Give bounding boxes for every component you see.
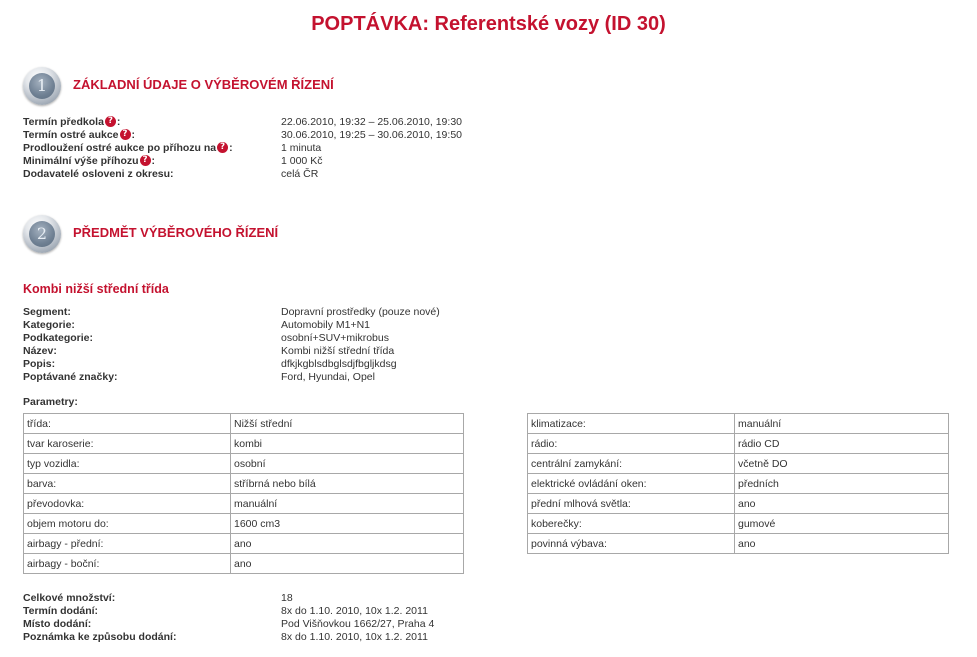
info-label: Název: [23, 345, 57, 357]
param-value: ano [735, 534, 949, 554]
info-value: 8x do 1.10. 2010, 10x 1.2. 2011 [281, 631, 428, 643]
param-name: typ vozidla: [24, 454, 231, 474]
info-value: 1 000 Kč [281, 155, 323, 167]
param-name: objem motoru do: [24, 514, 231, 534]
section-title: PŘEDMĚT VÝBĚROVÉHO ŘÍZENÍ [73, 225, 279, 240]
info-label: Celkové množství: [23, 592, 116, 604]
param-value: ano [231, 534, 464, 554]
param-name: airbagy - boční: [24, 554, 231, 574]
info-value: Ford, Hyundai, Opel [281, 371, 375, 383]
info-label: Dodavatelé osloveni z okresu: [23, 168, 174, 180]
param-value: předních [735, 474, 949, 494]
info-value: Dopravní prostředky (pouze nové) [281, 306, 440, 318]
info-label: Termín ostré aukce ? : [23, 129, 136, 141]
info-value: 22.06.2010, 19:32 – 25.06.2010, 19:30 [281, 116, 462, 128]
table-row [24, 414, 464, 434]
param-name: airbagy - přední: [24, 534, 231, 554]
table-row [24, 474, 464, 494]
help-icon[interactable]: ? [217, 142, 228, 153]
table-row [24, 494, 464, 514]
info-value: osobní+SUV+mikrobus [281, 332, 389, 344]
info-label: Segment: [23, 306, 71, 318]
table-row [528, 514, 949, 534]
table-row [24, 534, 464, 554]
param-value: rádio CD [735, 434, 949, 454]
info-value: celá ČR [281, 168, 319, 180]
help-icon[interactable]: ? [140, 155, 151, 166]
table-row [528, 474, 949, 494]
parameters-table-left [23, 413, 464, 574]
param-value: stříbrná nebo bílá [231, 474, 464, 494]
info-value: Pod Višňovkou 1662/27, Praha 4 [281, 618, 435, 630]
page-title: POPTÁVKA: Referentské vozy (ID 30) [311, 13, 666, 35]
param-value: ano [735, 494, 949, 514]
help-icon[interactable]: ? [120, 129, 131, 140]
info-label: Poptávané značky: [23, 371, 118, 383]
step-number-badge [23, 67, 61, 105]
param-name: třída: [24, 414, 231, 434]
item-title: Kombi nižší střední třída [23, 282, 169, 296]
param-name: koberečky: [528, 514, 735, 534]
param-name: barva: [24, 474, 231, 494]
info-label: Termín předkola ? : [23, 116, 121, 128]
info-value: 30.06.2010, 19:25 – 30.06.2010, 19:50 [281, 129, 462, 141]
info-value: dfkjkgblsdbglsdjfbgljkdsg [281, 358, 397, 370]
info-label: Podkategorie: [23, 332, 94, 344]
info-label: Minimální výše příhozu ? : [23, 155, 156, 167]
param-value: 1600 cm3 [231, 514, 464, 534]
info-value: Kombi nižší střední třída [281, 345, 395, 357]
help-icon[interactable]: ? [105, 116, 116, 127]
parameters-table-right [527, 413, 949, 554]
param-value: včetně DO [735, 454, 949, 474]
info-label: Místo dodání: [23, 618, 92, 630]
step-number-badge [23, 215, 61, 253]
table-row [528, 414, 949, 434]
param-name: přední mlhová světla: [528, 494, 735, 514]
param-value: manuální [735, 414, 949, 434]
info-value: Automobily M1+N1 [281, 319, 370, 331]
info-label: Prodloužení ostré aukce po příhozu na ? : [23, 142, 233, 154]
info-value: 8x do 1.10. 2010, 10x 1.2. 2011 [281, 605, 428, 617]
param-name: klimatizace: [528, 414, 735, 434]
info-label: Termín dodání: [23, 605, 99, 617]
param-value: gumové [735, 514, 949, 534]
param-name: centrální zamykání: [528, 454, 735, 474]
table-row [24, 434, 464, 454]
parameters-label: Parametry: [23, 396, 78, 408]
info-value: 18 [281, 592, 293, 604]
param-value: kombi [231, 434, 464, 454]
param-name: tvar karoserie: [24, 434, 231, 454]
info-label: Popis: [23, 358, 56, 370]
info-label: Kategorie: [23, 319, 75, 331]
step-number: 1 [29, 73, 55, 99]
param-value: osobní [231, 454, 464, 474]
table-row [528, 534, 949, 554]
section-title: ZÁKLADNÍ ÚDAJE O VÝBĚROVÉM ŘÍZENÍ [73, 77, 334, 92]
table-row [24, 554, 464, 574]
param-value: manuální [231, 494, 464, 514]
table-row [528, 454, 949, 474]
param-name: převodovka: [24, 494, 231, 514]
table-row [528, 434, 949, 454]
param-value: Nižší střední [231, 414, 464, 434]
param-name: povinná výbava: [528, 534, 735, 554]
table-row [528, 494, 949, 514]
param-name: rádio: [528, 434, 735, 454]
table-row [24, 454, 464, 474]
info-label: Poznámka ke způsobu dodání: [23, 631, 177, 643]
step-number: 2 [29, 221, 55, 247]
info-value: 1 minuta [281, 142, 322, 154]
table-row [24, 514, 464, 534]
param-name: elektrické ovládání oken: [528, 474, 735, 494]
param-value: ano [231, 554, 464, 574]
